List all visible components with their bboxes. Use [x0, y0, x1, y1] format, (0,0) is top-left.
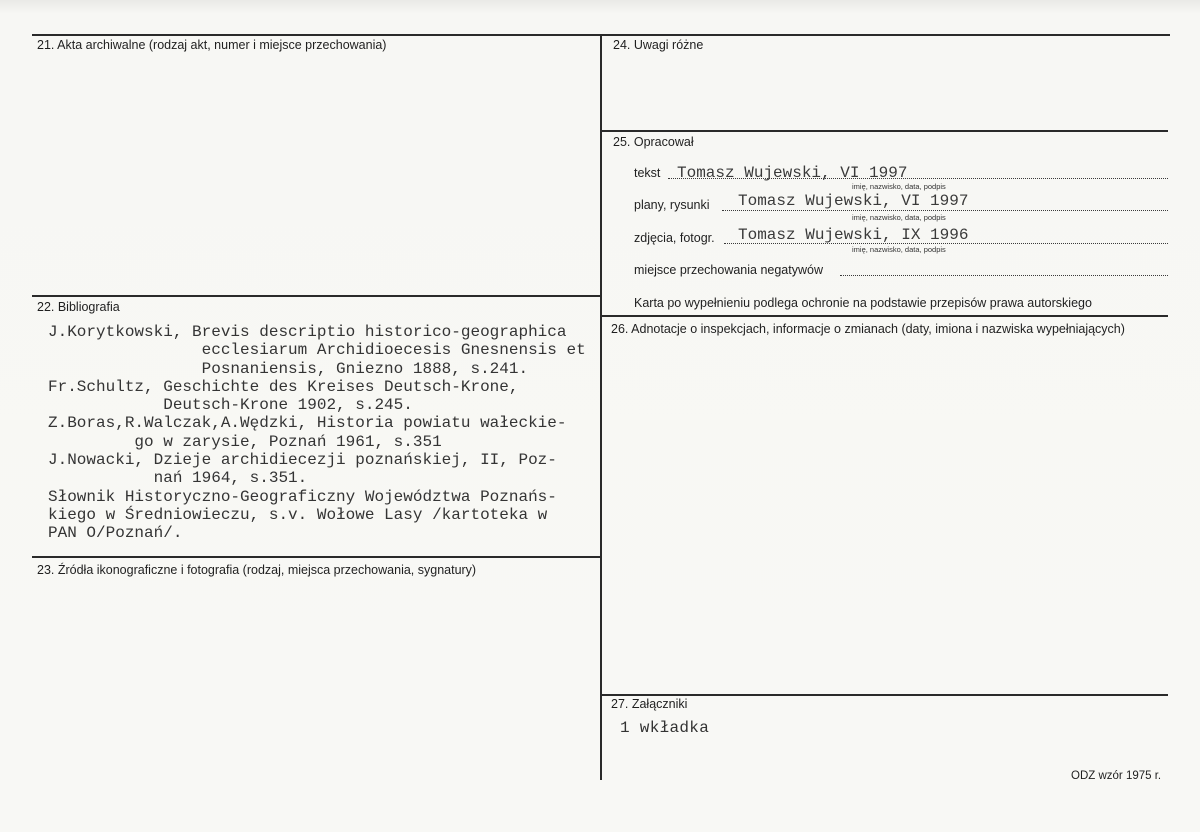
biblio-line: go w zarysie, Poznań 1961, s.351 — [48, 432, 442, 451]
section-21-label: 21. Akta archiwalne (rodzaj akt, numer i miejsce przechowania) — [37, 38, 387, 52]
biblio-line: ecclesiarum Archidioecesis Gnesnensis et — [48, 341, 586, 360]
biblio-line: Fr.Schultz, Geschichte des Kreises Deutsch-Krone, — [48, 377, 519, 396]
biblio-line: PAN O/Poznań/. — [48, 524, 183, 543]
plany-caption: imię, nazwisko, data, podpis — [852, 213, 946, 222]
tekst-caption: imię, nazwisko, data, podpis — [852, 182, 946, 191]
section-26-label: 26. Adnotacje o inspekcjach, informacje o zmianach (daty, imiona i nazwiska wypełniających) — [611, 322, 1125, 336]
biblio-line: J.Nowacki, Dzieje archidiecezji poznańskiej, II, Poz- — [48, 451, 557, 470]
divider-26-27 — [602, 694, 1168, 696]
zdjecia-value: Tomasz Wujewski, IX 1996 — [738, 226, 969, 244]
divider-21-22 — [32, 295, 600, 297]
biblio-line: Z.Boras,R.Walczak,A.Wędzki, Historia powiatu wałeckie- — [48, 414, 567, 433]
attachments-value: 1 wkładka — [620, 719, 710, 737]
plany-value: Tomasz Wujewski, VI 1997 — [738, 192, 969, 210]
biblio-line: Słownik Historyczno-Geograficzny Województwa Poznańs- — [48, 487, 557, 506]
section-22-label: 22. Bibliografia — [37, 300, 120, 314]
zdjecia-label: zdjęcia, fotogr. — [634, 231, 715, 245]
biblio-line: kiego w Średniowieczu, s.v. Wołowe Lasy /kartoteka w — [48, 505, 548, 524]
divider-22-23 — [32, 556, 600, 558]
section-24-label: 24. Uwagi różne — [613, 38, 704, 52]
section-23-label: 23. Źródła ikonograficzne i fotografia (rodzaj, miejsca przechowania, sygnatury) — [37, 563, 477, 577]
biblio-line: J.Korytkowski, Brevis descriptio historico-geographica — [48, 323, 567, 341]
negatywy-dotted-line — [840, 275, 1168, 276]
section-27-label: 27. Załączniki — [611, 697, 688, 711]
plany-label: plany, rysunki — [634, 198, 710, 212]
tekst-label: tekst — [634, 166, 661, 180]
form-id: ODZ wzór 1975 r. — [1071, 770, 1162, 782]
biblio-line: nań 1964, s.351. — [48, 469, 308, 488]
copyright-note: Karta po wypełnieniu podlega ochronie na podstawie przepisów prawa autorskiego — [634, 296, 1092, 310]
divider-25-26 — [602, 315, 1168, 317]
biblio-line: Posnaniensis, Gniezno 1888, s.241. — [48, 359, 529, 378]
tekst-value: Tomasz Wujewski, VI 1997 — [677, 164, 908, 182]
biblio-line: Deutsch-Krone 1902, s.245. — [48, 396, 413, 415]
section-25-label: 25. Opracował — [613, 135, 694, 149]
negatywy-label: miejsce przechowania negatywów — [634, 263, 823, 277]
bibliography-text — [48, 323, 603, 543]
plany-dotted-line — [722, 210, 1168, 211]
zdjecia-caption: imię, nazwisko, data, podpis — [852, 245, 946, 254]
divider-24-25 — [602, 130, 1168, 132]
